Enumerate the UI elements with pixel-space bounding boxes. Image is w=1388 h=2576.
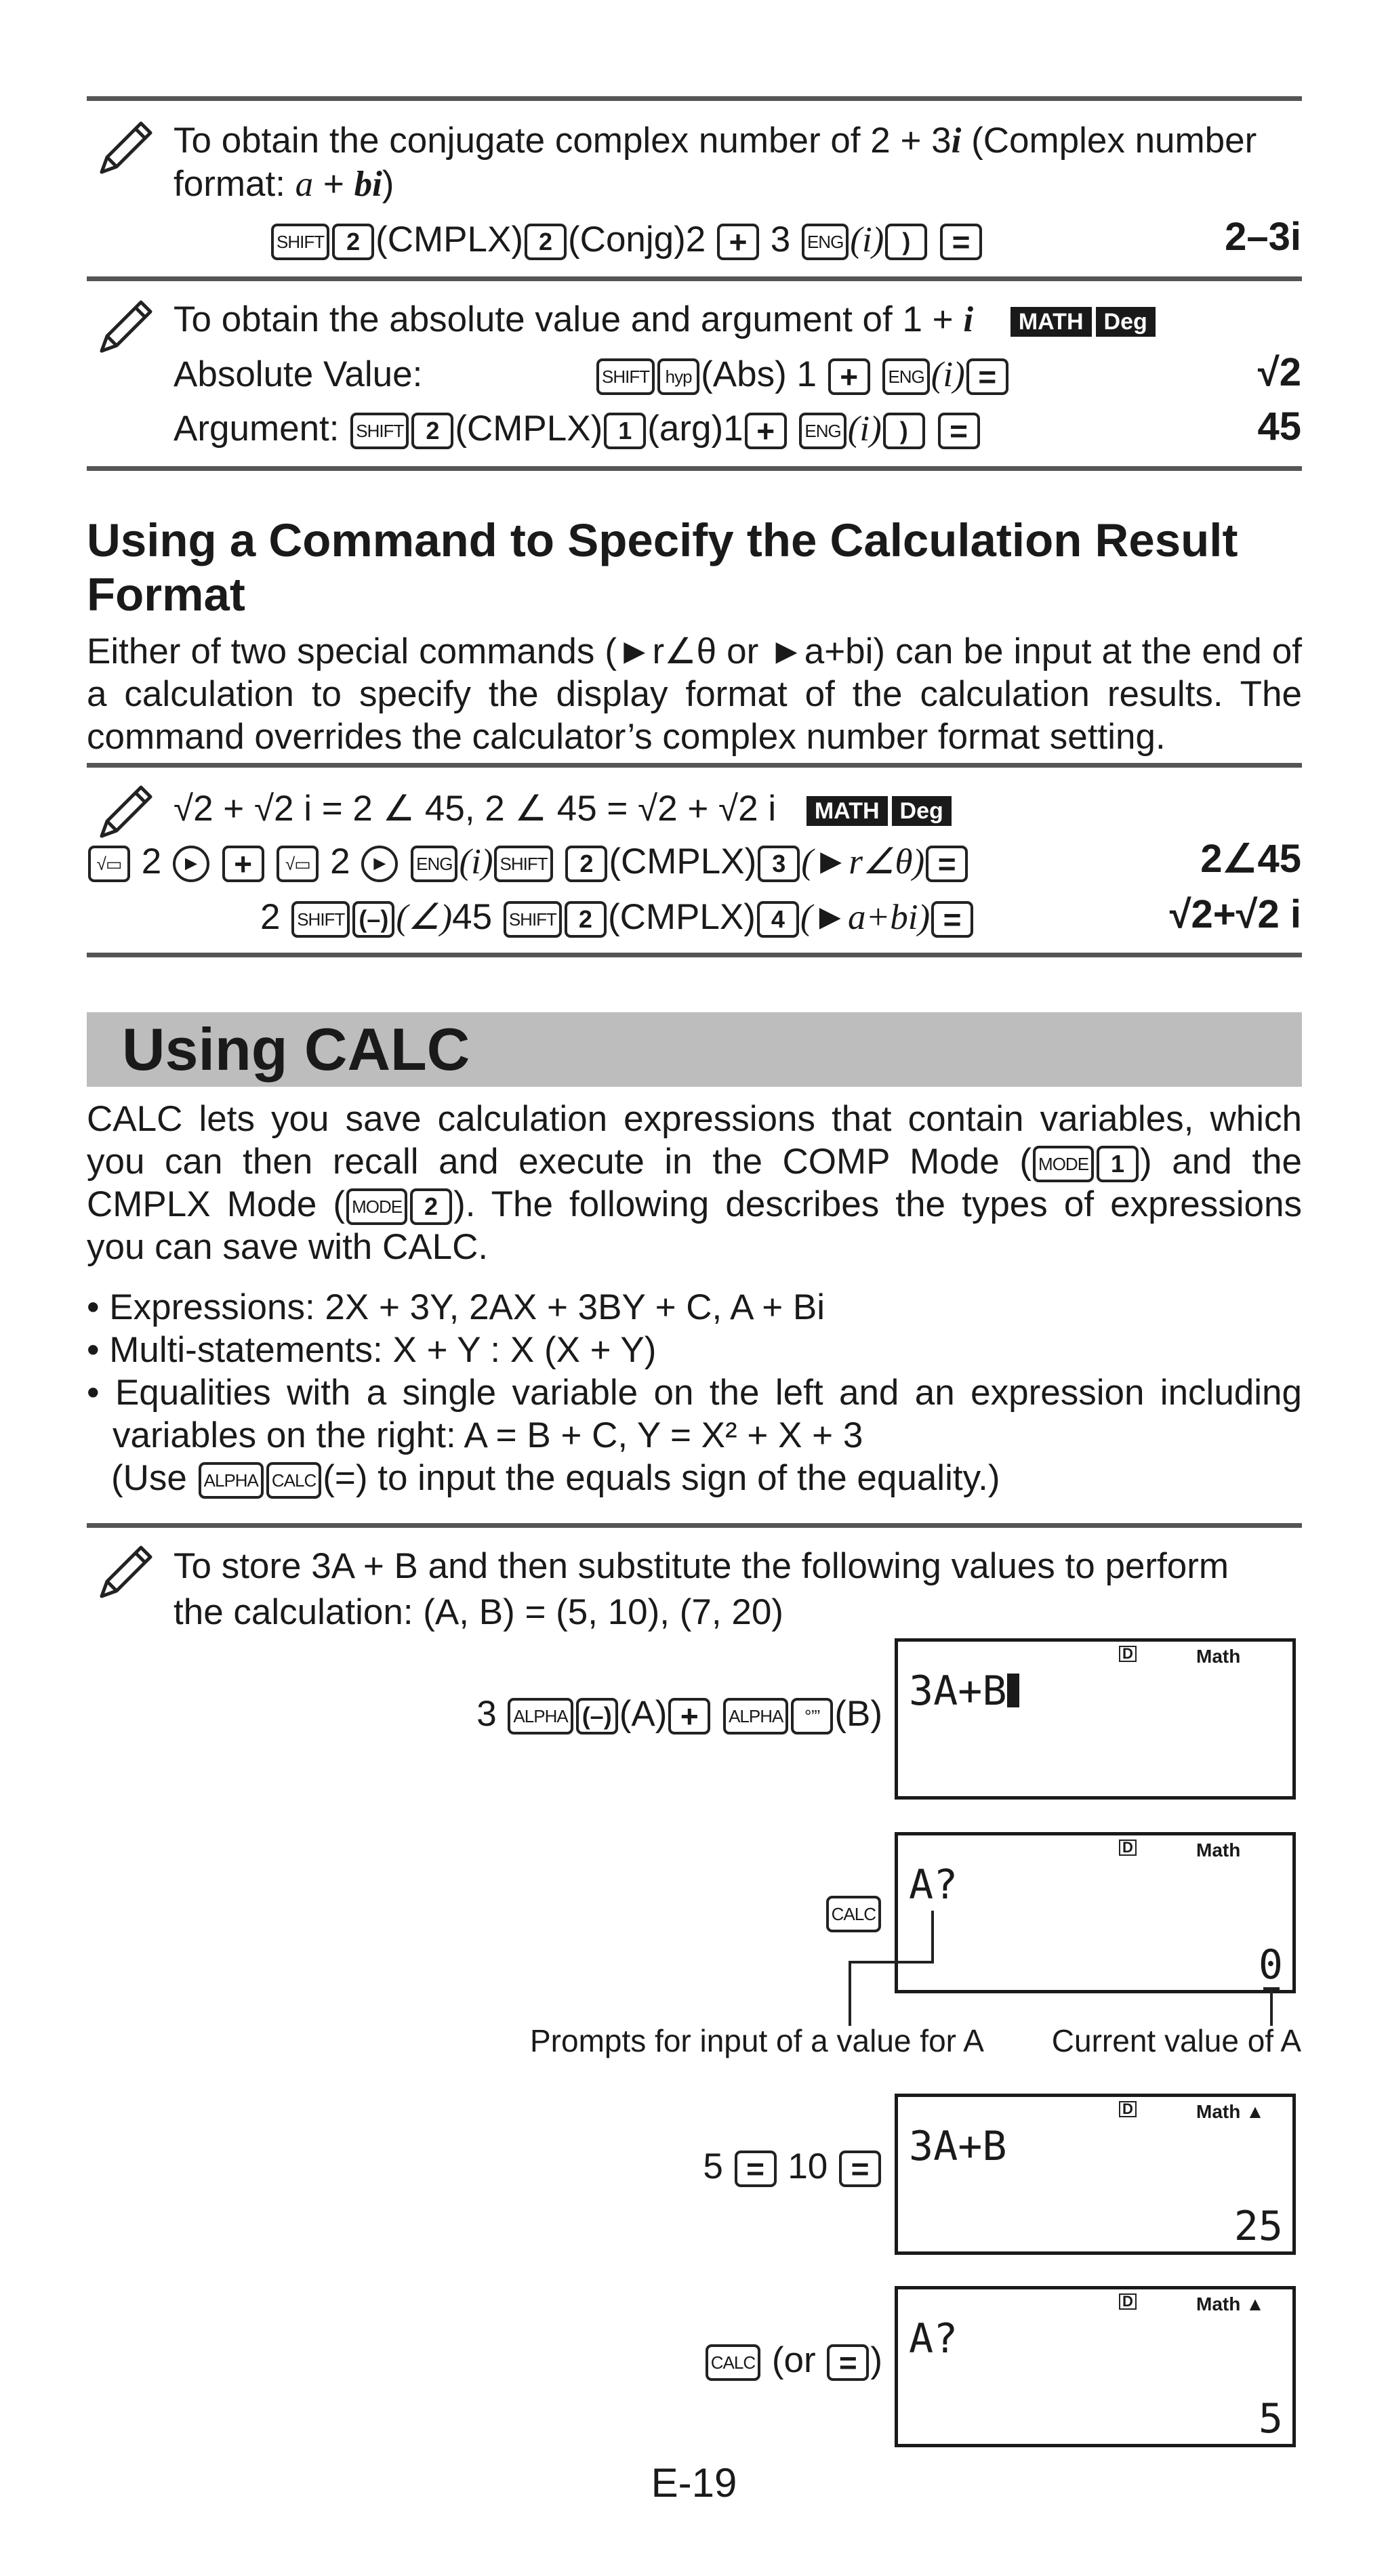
example1-text: To obtain the conjugate complex number of 2 + 3i (Complex number	[174, 121, 1257, 161]
mode-key[interactable]: MODE	[1033, 1146, 1094, 1182]
arg-line: Argument: SHIFT 2 (CMPLX) 1 (arg)1 + ENG (i) ) =	[174, 407, 981, 451]
hyp-key[interactable]: hyp	[657, 358, 699, 395]
deg-badge: Deg	[892, 796, 952, 826]
lcd-display-4	[895, 2286, 1296, 2447]
lcd-value: 0	[1258, 1941, 1283, 1989]
abs-label: Absolute Value:	[174, 354, 423, 394]
equals-key[interactable]: =	[735, 2151, 777, 2187]
math-indicator: Math ▲	[1196, 2101, 1265, 2122]
example1-result: 2–3i	[1225, 215, 1301, 259]
deg-badge: Deg	[1096, 307, 1156, 337]
three-key[interactable]: 3	[758, 846, 800, 882]
page-number: E-19	[651, 2460, 737, 2506]
example1-keys: SHIFT 2 (CMPLX) 2 (Conjg)2 + 3 ENG (i) ) =	[270, 218, 983, 262]
d-indicator: D	[1119, 2101, 1137, 2117]
alpha-key[interactable]: ALPHA	[508, 1698, 573, 1734]
alpha-key[interactable]: ALPHA	[723, 1698, 788, 1734]
plus-key[interactable]: +	[745, 413, 787, 449]
math-badge: MATH	[1011, 307, 1092, 337]
use-note: (Use ALPHA CALC (=) to input the equals sign of the equality.)	[111, 1458, 1000, 1498]
sqrt-key[interactable]: √▭	[88, 846, 130, 882]
plus-key[interactable]: +	[668, 1698, 710, 1734]
lcd-expression: A?	[909, 1861, 958, 1909]
two-key[interactable]: 2	[565, 846, 607, 882]
shift-key[interactable]: SHIFT	[596, 358, 655, 395]
shift-key[interactable]: SHIFT	[350, 413, 409, 449]
equals-key[interactable]: =	[839, 2151, 881, 2187]
lcd-display-3	[895, 2094, 1296, 2255]
plus-key[interactable]: +	[828, 358, 870, 395]
math-indicator: Math	[1196, 1646, 1241, 1667]
caption-right: Current value of A	[1051, 2023, 1301, 2058]
equals-key[interactable]: =	[966, 358, 1008, 395]
equals-key[interactable]: =	[931, 901, 973, 938]
equals-key[interactable]: =	[940, 224, 982, 260]
calc-key[interactable]: CALC	[826, 1896, 881, 1932]
arg-result: 45	[1257, 404, 1301, 449]
lcd-expression: 3A+B	[909, 1667, 1019, 1715]
section1-heading: Using a Command to Specify the Calculation Result	[87, 514, 1238, 566]
step4-keys: CALC (or = )	[704, 2339, 882, 2382]
bullet-equalities: • Equalities with a single variable on the left and an expression including variables on the right: A = B + C, Y = X² + X + 3	[87, 1373, 1303, 1455]
section1-heading-2: Format	[87, 568, 245, 621]
abs-result: √2	[1257, 350, 1301, 394]
rparen-key[interactable]: )	[885, 224, 927, 260]
lcd-value: 25	[1233, 2203, 1283, 2250]
alpha-key[interactable]: ALPHA	[199, 1462, 264, 1499]
d-indicator: D	[1119, 1840, 1137, 1856]
caption-left: Prompts for input of a value for A	[530, 2023, 984, 2058]
two-key[interactable]: 2	[332, 224, 374, 260]
example3-line2-keys: 2 SHIFT (–) (∠)45 SHIFT 2 (CMPLX) 4 (►a+bi) =	[260, 896, 975, 939]
rparen-key[interactable]: )	[883, 413, 925, 449]
d-indicator: D	[1119, 2293, 1137, 2310]
shift-key[interactable]: SHIFT	[271, 224, 329, 260]
degree-key[interactable]: °’’’	[791, 1698, 833, 1734]
mode-key[interactable]: MODE	[346, 1188, 407, 1225]
equals-key[interactable]: =	[926, 846, 968, 882]
section-title: Using CALC	[122, 1016, 470, 1083]
example3-formula: √2 + √2 i = 2 ∠ 45, 2 ∠ 45 = √2 + √2 i MATH Deg	[174, 787, 952, 831]
one-key[interactable]: 1	[604, 413, 646, 449]
example4-text1: To store 3A + B and then substitute the following values to perform	[174, 1546, 1229, 1586]
eng-key[interactable]: ENG	[411, 846, 457, 882]
plus-key[interactable]: +	[717, 224, 759, 260]
plus-key[interactable]: +	[222, 846, 264, 882]
example3-line1-keys: √▭ 2 ► + √▭ 2 ► ENG (i) SHIFT 2 (CMPLX) 3 (►r∠θ) =	[87, 840, 969, 884]
right-arrow-key[interactable]: ►	[173, 846, 209, 882]
example3-line2-result: √2+√2 i	[1169, 892, 1301, 936]
four-key[interactable]: 4	[757, 901, 799, 938]
two-key[interactable]: 2	[410, 1188, 452, 1225]
math-indicator: Math	[1196, 1840, 1241, 1861]
calc-key[interactable]: CALC	[706, 2344, 760, 2381]
bullet-multistatements: • Multi-statements: X + Y : X (X + Y)	[87, 1330, 657, 1370]
two-key[interactable]: 2	[565, 901, 607, 938]
one-key[interactable]: 1	[1097, 1146, 1139, 1182]
eng-key[interactable]: ENG	[799, 413, 846, 449]
math-badge: MATH	[807, 796, 888, 826]
shift-key[interactable]: SHIFT	[504, 901, 562, 938]
two-key[interactable]: 2	[525, 224, 567, 260]
math-indicator: Math ▲	[1196, 2293, 1265, 2314]
two-key[interactable]: 2	[411, 413, 453, 449]
section1-paragraph: Either of two special commands (►r∠θ or ►a+bi) can be input at the end of a calculation to specify the display format of the calculation results. The command overrides the calculator’s complex number format setting.	[87, 631, 1302, 757]
shift-key[interactable]: SHIFT	[291, 901, 350, 938]
negative-key[interactable]: (–)	[576, 1698, 618, 1734]
lcd-value: 5	[1258, 2395, 1283, 2443]
example1-text2: format: a + bi)	[174, 164, 394, 204]
lcd-expression: 3A+B	[909, 2123, 1007, 2170]
calc-paragraph: CALC lets you save calculation expressions that contain variables, which you can then recall and execute in the COMP Mode ( MODE 1 ) and the CMPLX Mode ( MODE 2 ). The following describes the types of expressions you can save with CALC.	[87, 1099, 1302, 1267]
abs-keys: SHIFT hyp (Abs) 1 + ENG (i) =	[595, 353, 1010, 396]
eng-key[interactable]: ENG	[802, 224, 849, 260]
example3-line1-result: 2∠45	[1200, 837, 1301, 881]
bullet-expressions: • Expressions: 2X + 3Y, 2AX + 3BY + C, A + Bi	[87, 1287, 825, 1327]
calc-key[interactable]: CALC	[266, 1462, 321, 1499]
step3-keys: 5 = 10 =	[703, 2145, 882, 2188]
example4-text2: the calculation: (A, B) = (5, 10), (7, 20)	[174, 1592, 783, 1632]
shift-key[interactable]: SHIFT	[494, 846, 552, 882]
equals-key[interactable]: =	[938, 413, 980, 449]
sqrt-key[interactable]: √▭	[277, 846, 319, 882]
eng-key[interactable]: ENG	[882, 358, 929, 395]
d-indicator: D	[1119, 1646, 1137, 1662]
step1-keys: 3 ALPHA (–) (A) + ALPHA °’’’ (B)	[476, 1694, 882, 1734]
lcd-expression: A?	[909, 2315, 958, 2363]
right-arrow-key[interactable]: ►	[361, 846, 398, 882]
negative-key[interactable]: (–)	[352, 901, 394, 938]
equals-key[interactable]: =	[827, 2344, 869, 2381]
example2-text: To obtain the absolute value and argument of 1 + i MATH Deg	[174, 298, 1156, 341]
